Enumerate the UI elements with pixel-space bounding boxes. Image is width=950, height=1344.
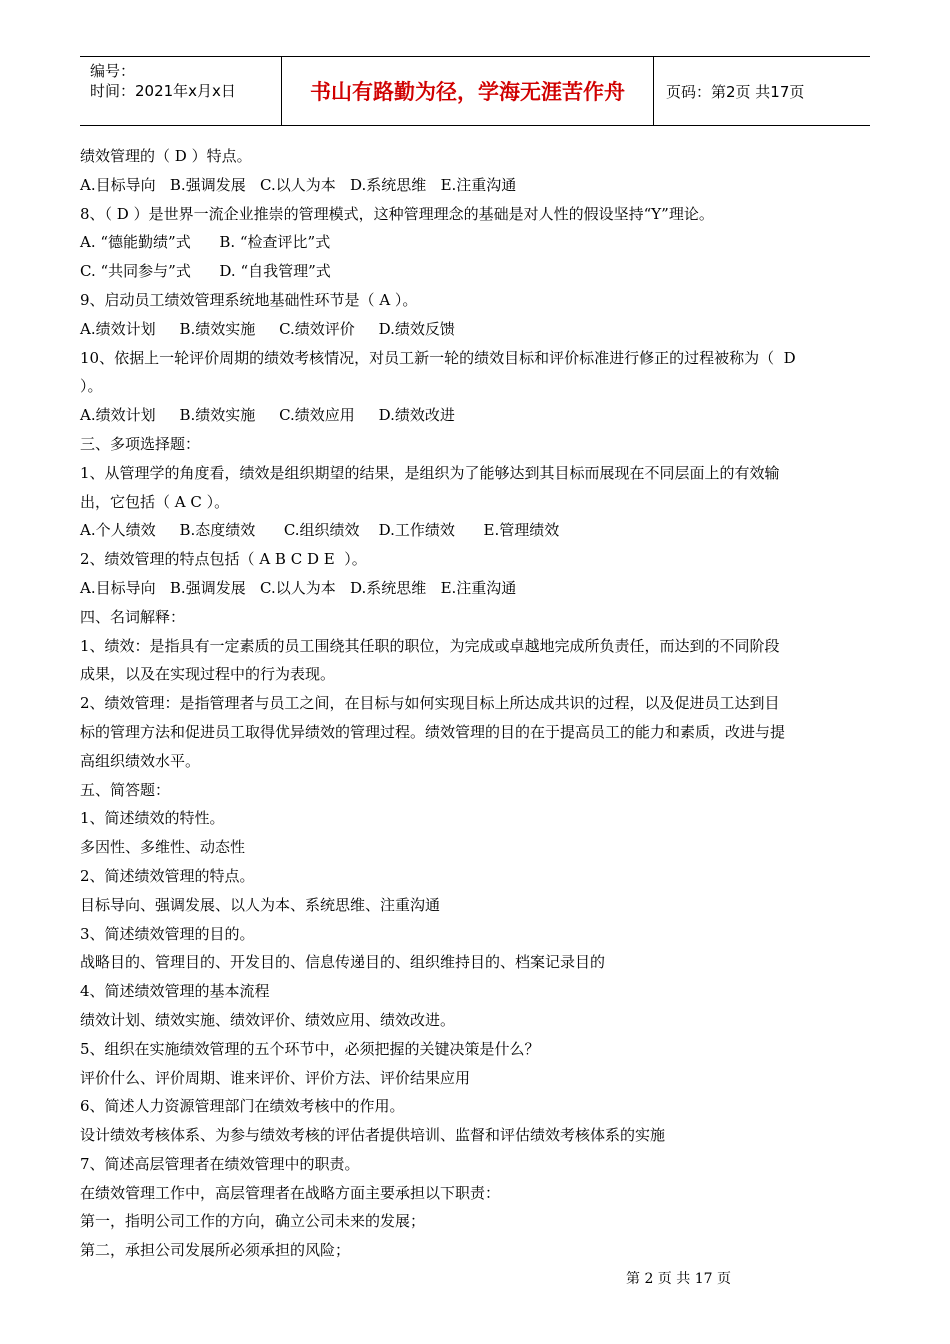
document-time-label: 时间：2021年x月x日	[90, 82, 236, 100]
question-line: 6、简述人力资源管理部门在绩效考核中的作用。	[80, 1097, 405, 1116]
text-line: A. “德能勤绩”式 B. “检查评比”式	[80, 233, 331, 252]
text-line: A.目标导向 B.强调发展 C.以人为本 D.系统思维 E.注重沟通	[80, 578, 517, 597]
question-line: 1、简述绩效的特性。	[80, 809, 225, 828]
question-line: 4、简述绩效管理的基本流程	[80, 982, 270, 1001]
text-line: 1、绩效：是指具有一定素质的员工围绕其任职的职位，为完成或卓越地完成所负责任，而达到的不同阶段	[80, 636, 780, 655]
answer-line: 绩效计划、绩效实施、绩效评价、绩效应用、绩效改进。	[80, 1010, 456, 1029]
text-line: A.目标导向 B.强调发展 C.以人为本 D.系统思维 E.注重沟通	[80, 175, 517, 194]
answer-line: 第二，承担公司发展所必须承担的风险；	[80, 1241, 351, 1260]
text-line: A.个人绩效 B.态度绩效 C.组织绩效 D.工作绩效 E.管理绩效	[80, 521, 560, 540]
text-line: 标的管理方法和促进员工取得优异绩效的管理过程。绩效管理的目的在于提高员工的能力和素质，改进与提	[80, 722, 786, 741]
text-line: 2、绩效管理：是指管理者与员工之间，在目标与如何实现目标上所达成共识的过程，以及促进员工达到目	[80, 694, 780, 713]
text-line: 绩效管理的（ D ）特点。	[80, 147, 252, 165]
section-heading: 三、多项选择题：	[80, 434, 201, 453]
text-line: 2、绩效管理的特点包括（ A B C D E ）。	[80, 550, 367, 569]
answer-line: 评价什么、评价周期、谁来评价、评价方法、评价结果应用	[80, 1068, 471, 1087]
document-number-label: 编号：	[90, 62, 136, 80]
answer-line: 在绩效管理工作中，高层管理者在战略方面主要承担以下职责：	[80, 1183, 501, 1202]
text-line: ）。	[80, 377, 103, 396]
text-line: 8、（ D ）是世界一流企业推崇的管理模式，这种管理理念的基础是对人性的假设坚持“Y”理论。	[80, 204, 714, 223]
document-body	[80, 142, 872, 1265]
page-footer: 第 2 页 共 17 页	[626, 1271, 731, 1287]
answer-line: 目标导向、强调发展、以人为本、系统思维、注重沟通	[80, 895, 441, 914]
answer-line: 第一，指明公司工作的方向，确立公司未来的发展；	[80, 1212, 426, 1231]
text-line: C. “共同参与”式 D. “自我管理”式	[80, 262, 331, 281]
text-line: 9、启动员工绩效管理系统地基础性环节是（ A ）。	[80, 290, 418, 309]
question-line: 3、简述绩效管理的目的。	[80, 924, 255, 943]
answer-line: 设计绩效考核体系、为参与绩效考核的评估者提供培训、监督和评估绩效考核体系的实施	[80, 1126, 666, 1145]
page-header	[80, 56, 870, 126]
text-line: 成果，以及在实现过程中的行为表现。	[80, 665, 336, 684]
text-line: 1、从管理学的角度看，绩效是组织期望的结果，是组织为了能够达到其目标而展现在不同层面上的有效输	[80, 463, 780, 482]
text-line: 高组织绩效水平。	[80, 751, 201, 770]
question-line: 5、组织在实施绩效管理的五个环节中，必须把握的关键决策是什么？	[80, 1039, 540, 1058]
section-heading: 五、简答题：	[80, 780, 171, 799]
header-meta	[80, 57, 281, 125]
text-line: A.绩效计划 B.绩效实施 C.绩效评价 D.绩效反馈	[80, 319, 455, 338]
text-line: 10、依据上一轮评价周期的绩效考核情况，对员工新一轮的绩效目标和评价标准进行修正的过程被称为（ D	[80, 348, 796, 367]
answer-line: 战略目的、管理目的、开发目的、信息传递目的、组织维持目的、档案记录目的	[80, 953, 606, 972]
text-line: 出，它包括（ A C ）。	[80, 492, 230, 511]
answer-line: 多因性、多维性、动态性	[80, 838, 246, 857]
text-line: A.绩效计划 B.绩效实施 C.绩效应用 D.绩效改进	[80, 406, 455, 425]
header-motto: 书山有路勤为径，学海无涯苦作舟	[281, 57, 654, 125]
question-line: 7、简述高层管理者在绩效管理中的职责。	[80, 1154, 360, 1173]
question-line: 2、简述绩效管理的特点。	[80, 866, 255, 885]
section-heading: 四、名词解释：	[80, 607, 186, 626]
header-page-info: 页码：第2页 共17页	[666, 82, 805, 101]
